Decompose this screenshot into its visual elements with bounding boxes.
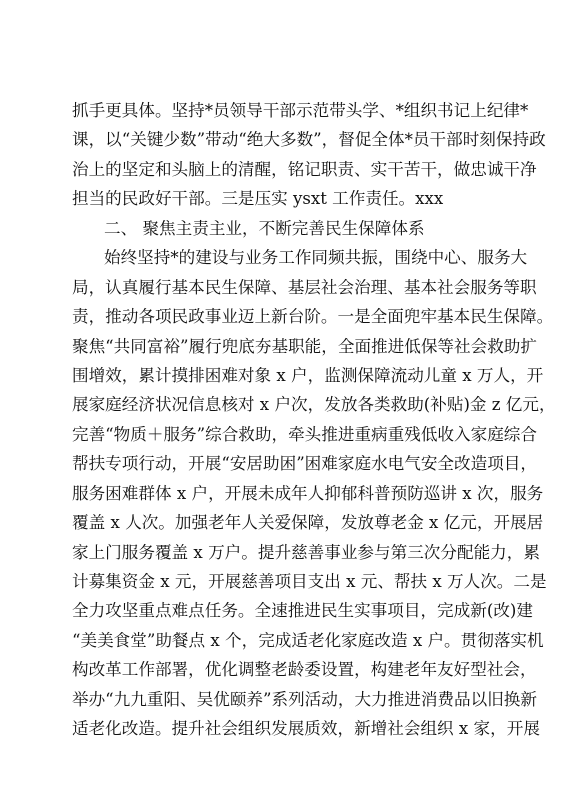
text-line: “美美食堂”助餐点 x 个，完成适老化家庭改造 x 户。贯彻落实机 xyxy=(72,630,544,650)
text-line: 围增效，累计摸排困难对象 x 户，监测保障流动儿童 x 万人，开 xyxy=(72,365,544,385)
text-line: 家上门服务覆盖 x 万户。提升慈善事业参与第三次分配能力，累 xyxy=(72,542,540,562)
text-line: 聚焦“共同富裕”履行兜底夯基职能，全面推进低保等社会救助扩 xyxy=(72,336,537,356)
text-line: 治上的坚定和头脑上的清醒，铭记职责、实干苦干，做忠诚干净 xyxy=(72,159,537,179)
section-heading: 二、 聚焦主责主业，不断完善民生保障体系 xyxy=(104,218,425,238)
text-line: 覆盖 x 人次。加强老年人关爱保障，发放尊老金 x 亿元，开展居 xyxy=(72,513,544,533)
text-line: 局，认真履行基本民生保障、基层社会治理、基本社会服务等职 xyxy=(72,277,537,297)
text-line: 完善“物质＋服务”综合救助，牵头推进重病重残低收入家庭综合 xyxy=(72,424,537,444)
paragraph-2 xyxy=(72,243,556,743)
text-line: 担当的民政好干部。三是压实 ysxt 工作责任。xxx xyxy=(72,189,444,209)
text-line: 始终坚持*的建设与业务工作同频共振，围绕中心、服务大 xyxy=(104,248,528,268)
text-line: 帮扶专项行动，开展“安居助困”困难家庭水电气安全改造项目， xyxy=(72,454,537,474)
text-line: 展家庭经济状况信息核对 x 户次，发放各类救助(补贴)金 z 亿元， xyxy=(72,395,556,415)
text-line: 计募集资金 x 元，开展慈善项目支出 x 元、帮扶 x 万人次。二是 xyxy=(72,572,547,591)
paragraph-1 xyxy=(72,96,546,214)
body-text xyxy=(72,96,556,744)
text-line: 责，推动各项民政事业迈上新台阶。一是全面兜牢基本民生保障。 xyxy=(72,307,554,327)
text-line: 构改革工作部署，优化调整老龄委设置，构建老年友好型社会， xyxy=(72,660,537,680)
text-line: 适老化改造。提升社会组织发展质效，新增社会组织 x 家，开展 xyxy=(72,719,540,739)
text-line: 全力攻坚重点难点任务。全速推进民生实事项目，完成新(改)建 xyxy=(72,601,533,621)
text-line: 举办“九九重阳、吴优颐养”系列活动，大力推进消费品以旧换新 xyxy=(72,689,537,709)
text-line: 服务困难群体 x 户，开展未成年人抑郁科普预防巡讲 x 次，服务 xyxy=(72,483,544,503)
text-line: 课，以“关键少数”带动“绝大多数”，督促全体*员干部时刻保持政 xyxy=(72,130,546,150)
text-line: 抓手更具体。坚持*员领导干部示范带头学、*组织书记上纪律* xyxy=(72,101,529,120)
